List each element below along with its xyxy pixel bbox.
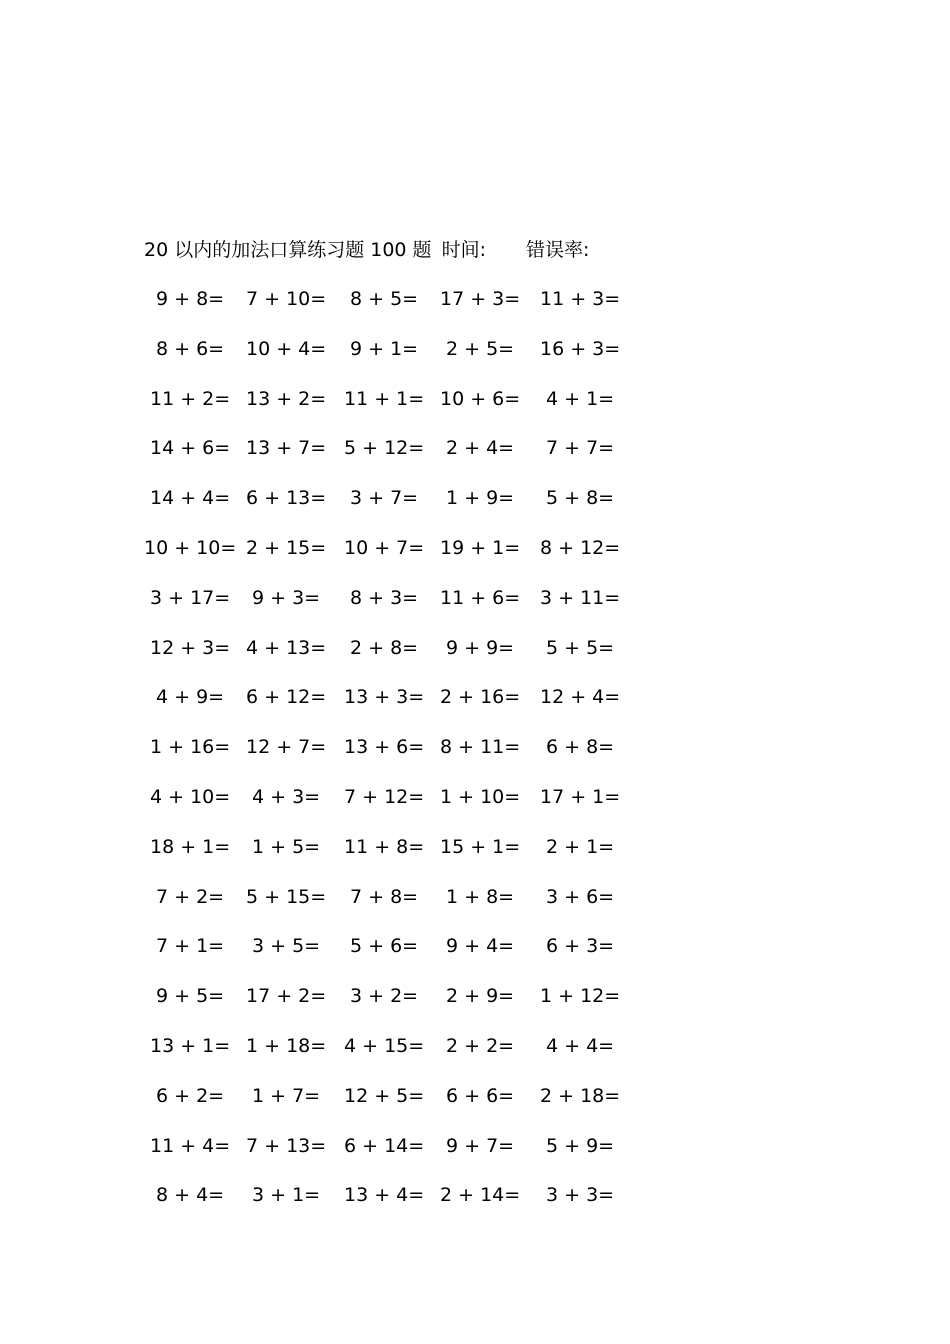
- problem-item: 1 + 16=: [150, 736, 231, 759]
- problem-item: 1 + 10=: [440, 785, 521, 808]
- problem-item: 8 + 12=: [540, 536, 621, 559]
- problem-item: 9 + 3=: [252, 586, 321, 609]
- problem-item: 11 + 4=: [150, 1134, 231, 1157]
- problem-item: 7 + 8=: [350, 885, 419, 908]
- problem-item: 1 + 8=: [446, 885, 515, 908]
- problem-item: 2 + 16=: [440, 686, 521, 709]
- problem-item: 3 + 3=: [546, 1184, 615, 1207]
- problem-item: 2 + 15=: [246, 536, 327, 559]
- problem-item: 17 + 2=: [246, 985, 327, 1008]
- problem-item: 11 + 2=: [150, 387, 231, 410]
- problem-row: [144, 334, 644, 384]
- problem-item: 6 + 8=: [546, 736, 615, 759]
- problem-item: 10 + 10=: [144, 536, 237, 559]
- problem-item: 6 + 6=: [446, 1084, 515, 1107]
- problem-item: 5 + 9=: [546, 1134, 615, 1157]
- problem-item: 16 + 3=: [540, 337, 621, 360]
- problem-item: 11 + 6=: [440, 586, 521, 609]
- problem-item: 5 + 8=: [546, 487, 615, 510]
- problem-item: 13 + 7=: [246, 437, 327, 460]
- worksheet-header: [144, 236, 589, 264]
- problem-item: 7 + 10=: [246, 288, 327, 310]
- problem-item: 9 + 1=: [350, 337, 419, 360]
- problem-row: [144, 732, 644, 782]
- problem-item: 15 + 1=: [440, 835, 521, 858]
- problem-item: 3 + 2=: [350, 985, 419, 1008]
- problem-item: 6 + 2=: [156, 1084, 225, 1107]
- problem-item: 1 + 18=: [246, 1034, 327, 1057]
- problem-item: 4 + 15=: [344, 1034, 425, 1057]
- worksheet-title: 20 以内的加法口算练习题 100 题: [144, 239, 432, 261]
- problem-item: 11 + 3=: [540, 288, 621, 310]
- problem-item: 13 + 3=: [344, 686, 425, 709]
- problem-item: 3 + 6=: [546, 885, 615, 908]
- problem-item: 3 + 11=: [540, 586, 621, 609]
- problem-row: [144, 1131, 644, 1181]
- problem-item: 12 + 3=: [150, 636, 231, 659]
- problem-item: 1 + 12=: [540, 985, 621, 1008]
- problem-item: 2 + 8=: [350, 636, 419, 659]
- problem-item: 9 + 5=: [156, 985, 225, 1008]
- problem-item: 4 + 4=: [546, 1034, 615, 1057]
- problem-row: [144, 1081, 644, 1131]
- problem-item: 2 + 2=: [446, 1034, 515, 1057]
- problem-row: [144, 384, 644, 434]
- problem-row: [144, 533, 644, 583]
- problem-item: 4 + 13=: [246, 636, 327, 659]
- problem-item: 2 + 5=: [446, 337, 515, 360]
- problem-row: [144, 981, 644, 1031]
- problem-item: 7 + 13=: [246, 1134, 327, 1157]
- problem-item: 2 + 14=: [440, 1184, 521, 1207]
- problem-item: 17 + 1=: [540, 785, 621, 808]
- problem-item: 6 + 3=: [546, 935, 615, 958]
- problem-item: 5 + 12=: [344, 437, 425, 460]
- problem-item: 19 + 1=: [440, 536, 521, 559]
- problem-row: [144, 931, 644, 981]
- problem-item: 9 + 7=: [446, 1134, 515, 1157]
- problem-item: 13 + 6=: [344, 736, 425, 759]
- problem-item: 8 + 11=: [440, 736, 521, 759]
- problem-item: 13 + 2=: [246, 387, 327, 410]
- time-label: 时间:: [441, 239, 486, 261]
- problem-item: 4 + 10=: [150, 785, 231, 808]
- problem-row: [144, 433, 644, 483]
- problem-row: [144, 583, 644, 633]
- problem-item: 5 + 6=: [350, 935, 419, 958]
- problem-item: 9 + 9=: [446, 636, 515, 659]
- problem-item: 3 + 5=: [252, 935, 321, 958]
- problem-item: 1 + 9=: [446, 487, 515, 510]
- problem-item: 18 + 1=: [150, 835, 231, 858]
- problem-item: 4 + 9=: [156, 686, 225, 709]
- problem-item: 10 + 7=: [344, 536, 425, 559]
- problem-item: 7 + 2=: [156, 885, 225, 908]
- problem-item: 5 + 5=: [546, 636, 615, 659]
- problem-item: 14 + 4=: [150, 487, 231, 510]
- problem-item: 9 + 4=: [446, 935, 515, 958]
- problem-item: 2 + 18=: [540, 1084, 621, 1107]
- problem-item: 5 + 15=: [246, 885, 327, 908]
- problem-row: [144, 882, 644, 932]
- problem-item: 12 + 7=: [246, 736, 327, 759]
- problem-item: 4 + 1=: [546, 387, 615, 410]
- problem-item: 17 + 3=: [440, 288, 521, 310]
- problem-item: 2 + 1=: [546, 835, 615, 858]
- problem-item: 11 + 8=: [344, 835, 425, 858]
- problem-item: 2 + 9=: [446, 985, 515, 1008]
- problem-item: 3 + 17=: [150, 586, 231, 609]
- problem-item: 10 + 4=: [246, 337, 327, 360]
- problem-row: [144, 284, 644, 334]
- problem-item: 10 + 6=: [440, 387, 521, 410]
- problem-row: [144, 1031, 644, 1081]
- problem-row: [144, 633, 644, 683]
- problem-item: 3 + 1=: [252, 1184, 321, 1207]
- problem-item: 4 + 3=: [252, 785, 321, 808]
- problem-row: [144, 682, 644, 732]
- problem-item: 14 + 6=: [150, 437, 231, 460]
- problem-item: 2 + 4=: [446, 437, 515, 460]
- problem-item: 8 + 5=: [350, 288, 419, 310]
- problem-item: 1 + 7=: [252, 1084, 321, 1107]
- problem-item: 7 + 12=: [344, 785, 425, 808]
- error-rate-label: 错误率:: [525, 239, 590, 261]
- problem-item: 6 + 14=: [344, 1134, 425, 1157]
- problem-item: 11 + 1=: [344, 387, 425, 410]
- problem-item: 12 + 4=: [540, 686, 621, 709]
- problem-row: [144, 1180, 644, 1230]
- problem-item: 8 + 4=: [156, 1184, 225, 1207]
- problem-item: 3 + 7=: [350, 487, 419, 510]
- problem-item: 6 + 12=: [246, 686, 327, 709]
- problem-item: 12 + 5=: [344, 1084, 425, 1107]
- problem-row: [144, 483, 644, 533]
- problem-item: 13 + 4=: [344, 1184, 425, 1207]
- problem-item: 7 + 7=: [546, 437, 615, 460]
- problem-item: 6 + 13=: [246, 487, 327, 510]
- problem-row: [144, 832, 644, 882]
- problem-item: 7 + 1=: [156, 935, 225, 958]
- problem-row: [144, 782, 644, 832]
- problem-item: 9 + 8=: [156, 288, 225, 310]
- problem-grid: [144, 284, 644, 1230]
- problem-item: 1 + 5=: [252, 835, 321, 858]
- problem-item: 13 + 1=: [150, 1034, 231, 1057]
- problem-item: 8 + 6=: [156, 337, 225, 360]
- problem-item: 8 + 3=: [350, 586, 419, 609]
